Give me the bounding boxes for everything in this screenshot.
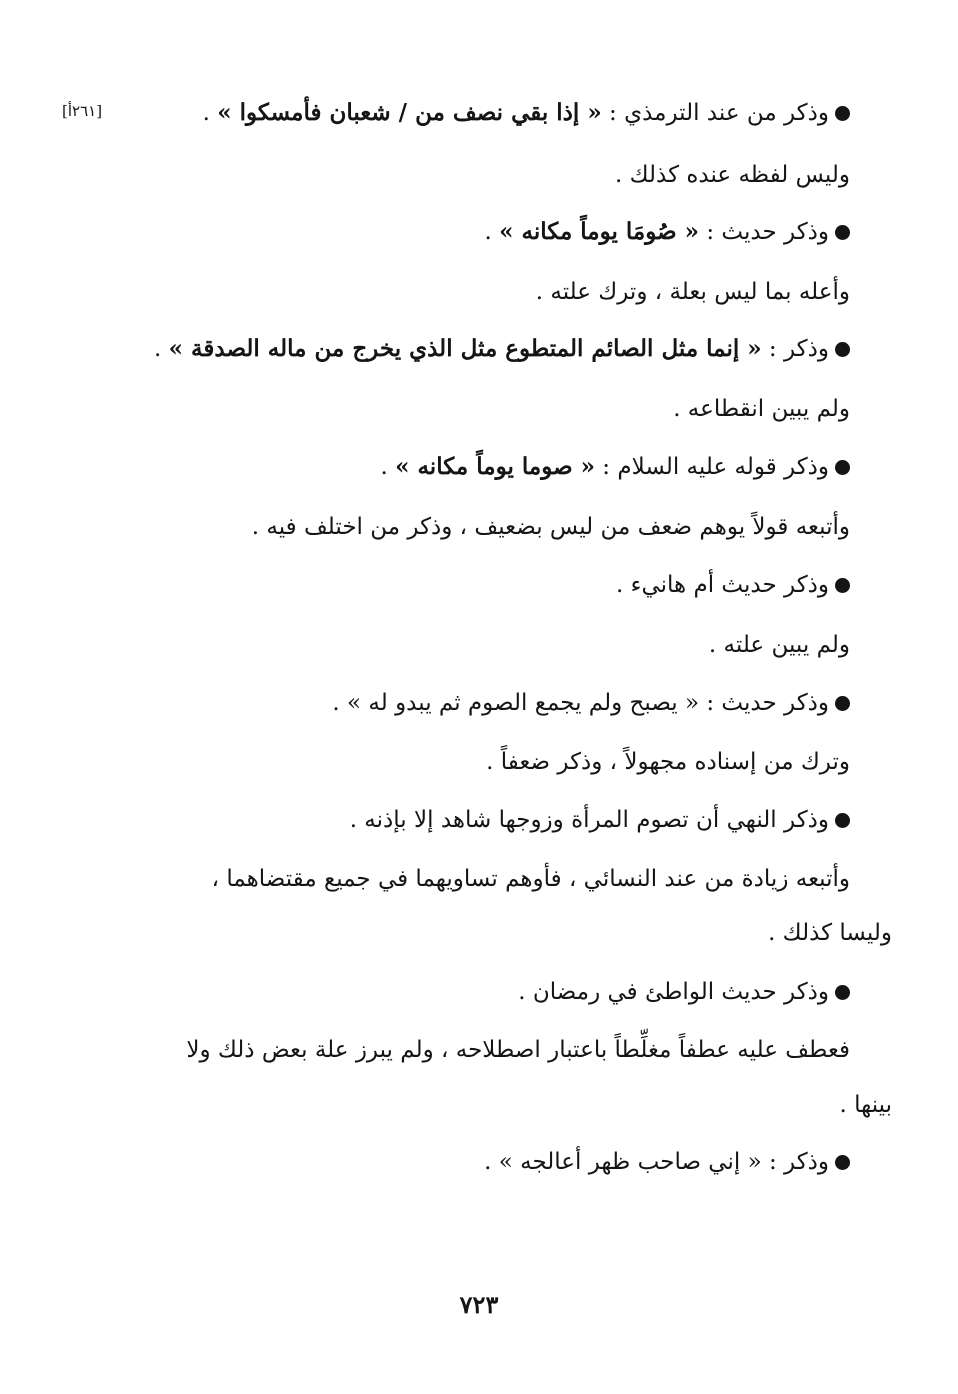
entry-line <box>485 215 850 249</box>
comment-line: وترك من إسناده مجهولاً ، وذكر ضعفاً . <box>486 749 850 775</box>
entry-line <box>350 803 850 837</box>
page-number: ٧٢٣ <box>459 1290 499 1319</box>
comment-line: وأعله بما ليس بعلة ، وترك علته . <box>535 279 850 305</box>
entry-end: . <box>154 336 169 362</box>
comment-line: وليس لفظه عنده كذلك . <box>615 162 850 188</box>
entry-end: . <box>380 454 396 480</box>
entry-end: . <box>202 100 218 126</box>
entry-intro: وذكر : <box>761 336 829 362</box>
hadith-quote: « إنما مثل الصائم المتطوع مثل الذي يخرج من ماله الصدقة » <box>168 335 762 362</box>
entry-intro: وذكر حديث أم هانيء . <box>616 572 829 598</box>
bullet-icon <box>835 1155 850 1170</box>
comment-continuation-line: بينها . <box>839 1092 892 1118</box>
bullet-icon <box>835 342 850 357</box>
bullet-icon <box>835 225 850 240</box>
hadith-quote: « إذا بقي نصف من / شعبان فأمسكوا » <box>217 99 602 126</box>
entry-intro: وذكر قوله عليه السلام : <box>595 454 829 480</box>
entry-line <box>484 1145 850 1179</box>
hadith-quote: « صُومَا يوماً مكانه » <box>499 218 700 245</box>
comment-line: وأتبعه زيادة من عند النسائي ، فأوهم تساويهما في جميع مقتضاهما ، <box>211 866 850 892</box>
entry-line <box>332 686 850 720</box>
comment-line: فعطف عليه عطفاً مغلِّطاً باعتبار اصطلاحه ، ولم يبرز علة بعض ذلك ولا <box>186 1037 850 1063</box>
entry-line <box>203 96 850 130</box>
entry-intro: وذكر من عند الترمذي : <box>601 100 829 126</box>
bullet-icon <box>835 696 850 711</box>
bullet-icon <box>835 106 850 121</box>
entry-intro: وذكر حديث : <box>699 219 829 245</box>
entry-line <box>616 568 850 602</box>
entry-intro: وذكر حديث : « يصبح ولم يجمع الصوم ثم يبدو له » . <box>332 690 829 716</box>
entry-intro: وذكر : « إني صاحب ظهر أعالجه » . <box>484 1149 829 1175</box>
comment-continuation-line: وليسا كذلك . <box>768 920 892 946</box>
bullet-icon <box>835 460 850 475</box>
entry-line <box>380 450 850 484</box>
bullet-icon <box>835 985 850 1000</box>
comment-line: ولم يبين علته . <box>708 632 850 658</box>
bullet-icon <box>835 813 850 828</box>
entry-line <box>154 332 850 366</box>
bullet-icon <box>835 578 850 593</box>
entry-intro: وذكر حديث الواطئ في رمضان . <box>518 979 829 1005</box>
hadith-quote: « صوما يوماً مكانه » <box>395 453 595 480</box>
entry-line <box>518 975 850 1009</box>
manuscript-folio-reference: [٢٦١أ] <box>62 102 103 120</box>
comment-line: وأتبعه قولاً يوهم ضعف من ليس بضعيف ، وذكر من اختلف فيه . <box>251 514 850 540</box>
entry-intro: وذكر النهي أن تصوم المرأة وزوجها شاهد إلا بإذنه . <box>349 807 829 833</box>
comment-line: ولم يبين انقطاعه . <box>673 396 850 422</box>
entry-end: . <box>484 219 500 245</box>
